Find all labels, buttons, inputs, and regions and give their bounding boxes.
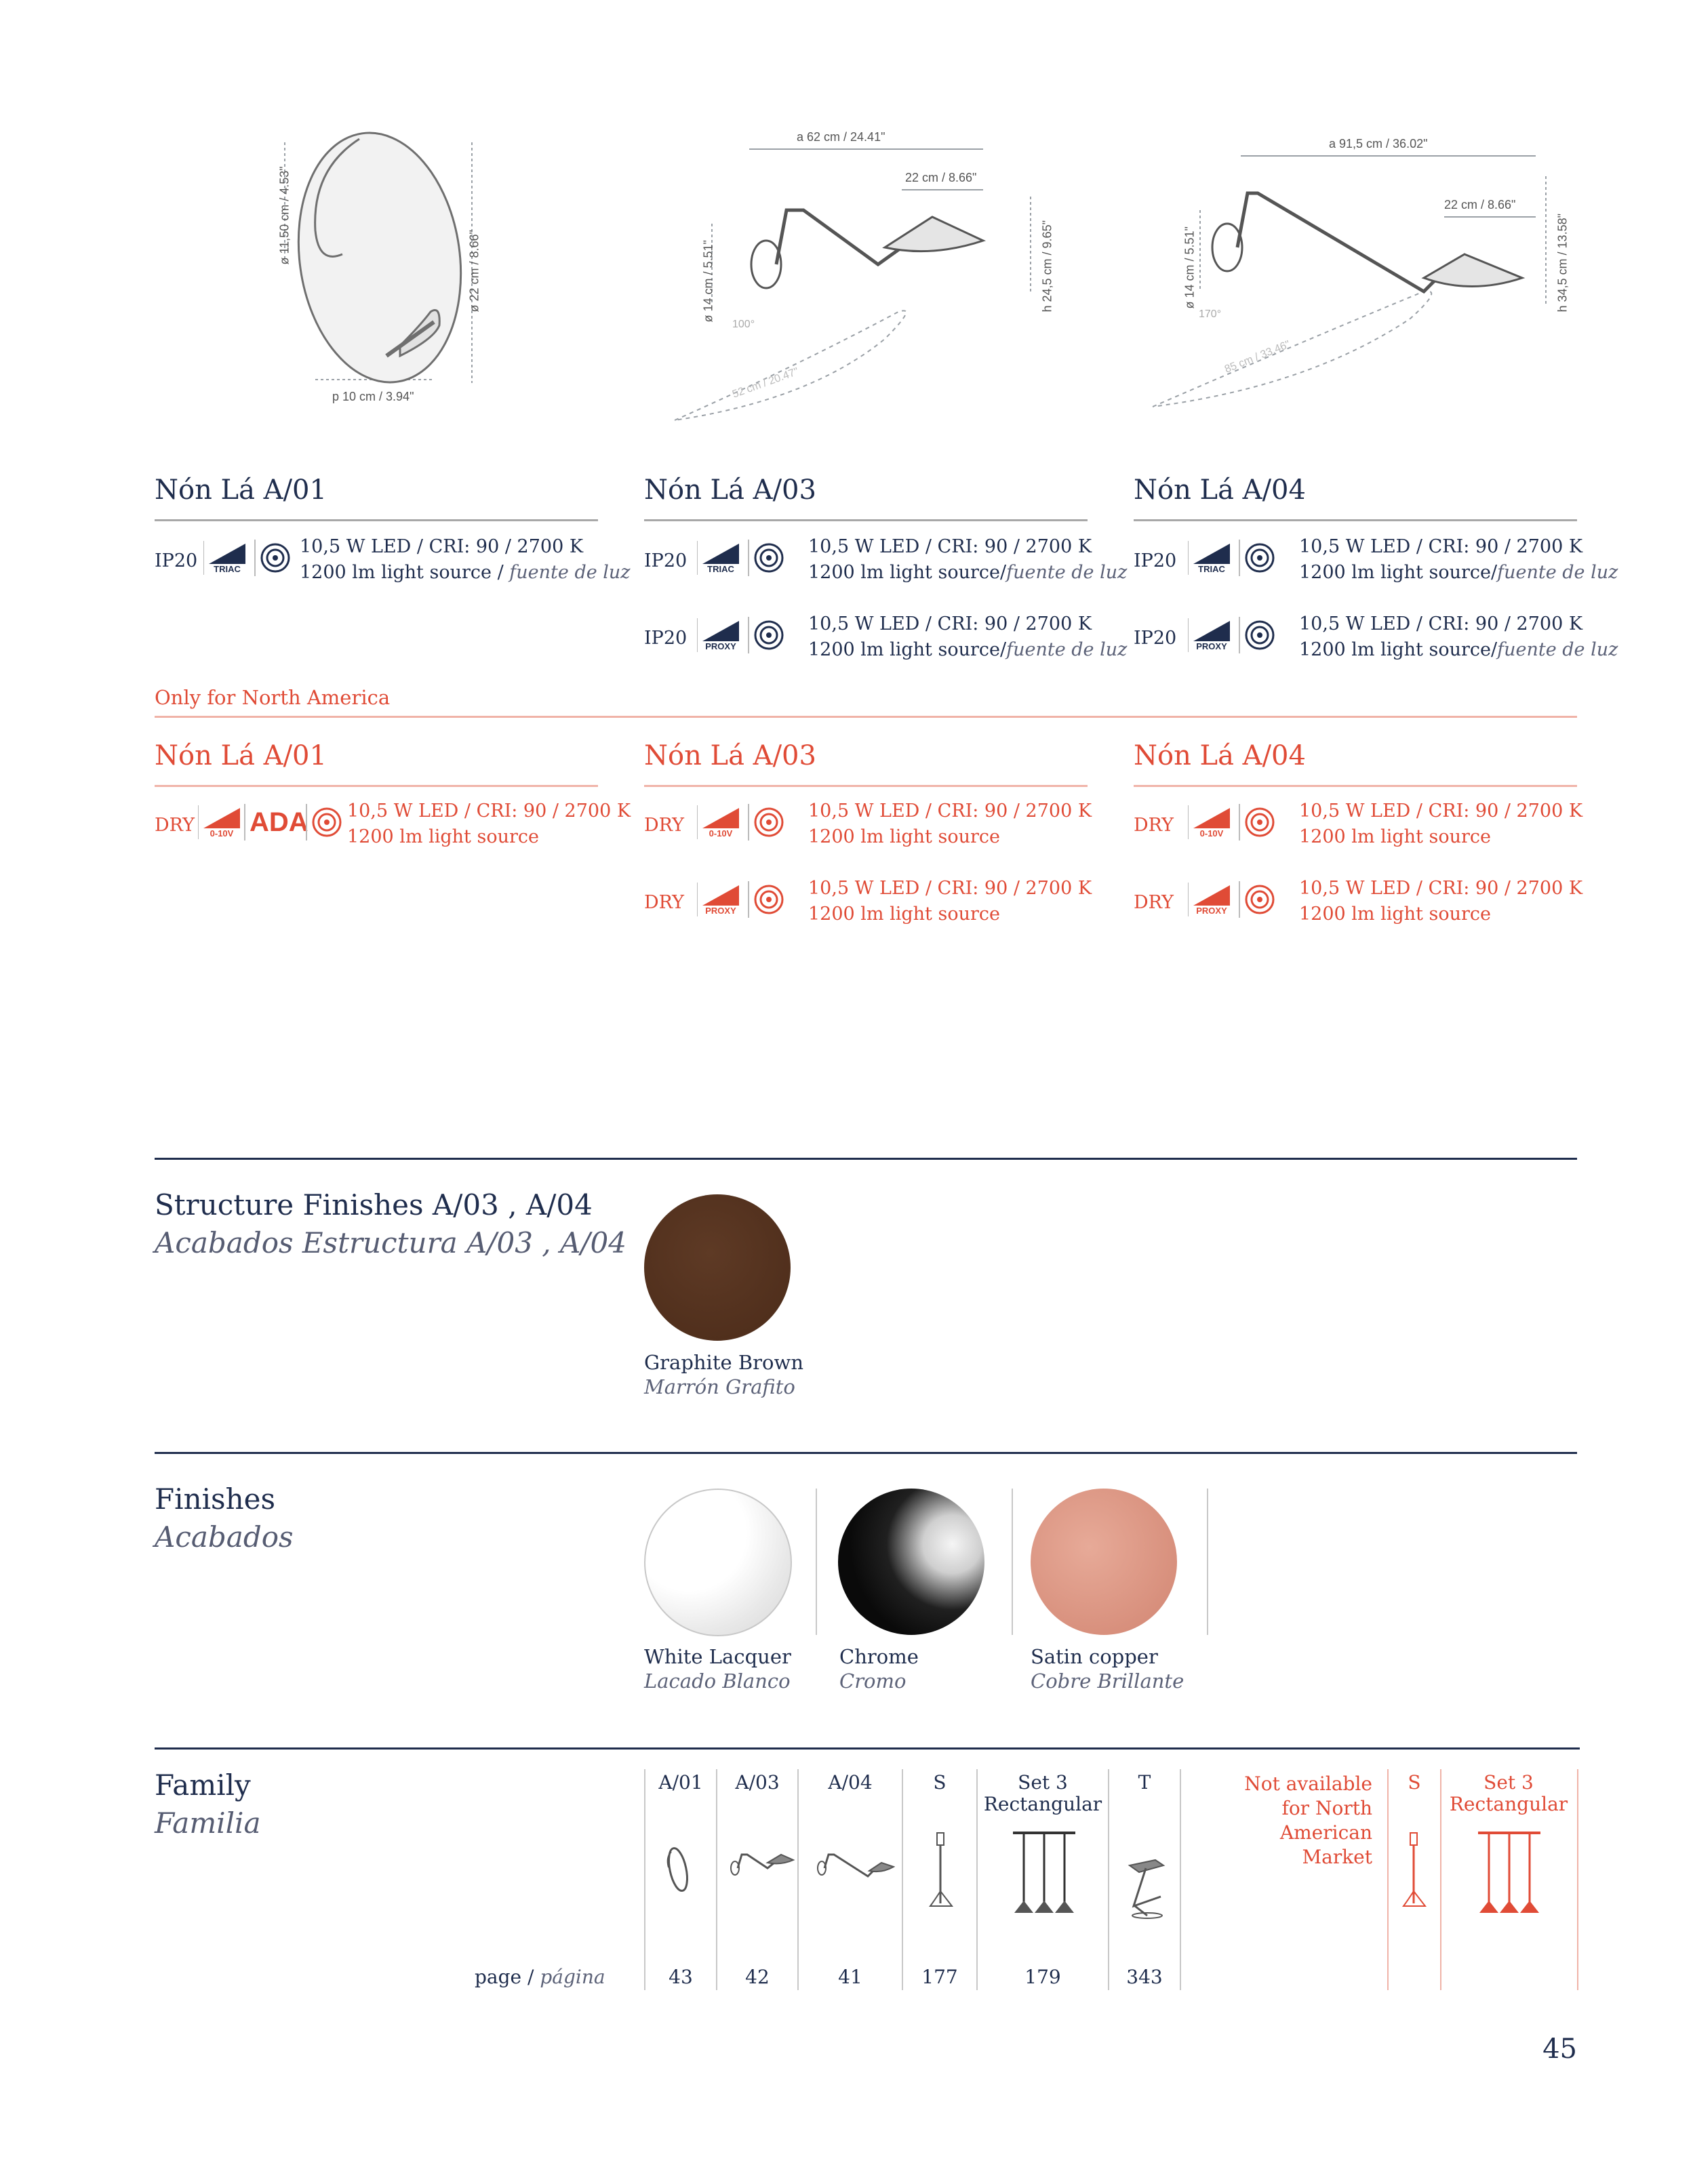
family-item-code: A/04: [828, 1771, 873, 1794]
spec-line-2: 1200 lm light source/fuente de luz: [808, 639, 1128, 660]
ada-icon: [244, 804, 308, 841]
spec-line-1: 10,5 W LED / CRI: 90 / 2700 K: [808, 536, 1092, 557]
family-item-code: Set 3 Rectangular: [983, 1771, 1102, 1815]
ip-rating: IP20: [1134, 550, 1177, 571]
family-item-page: 343: [1126, 1966, 1163, 1988]
led-icon: [1237, 881, 1277, 918]
model-title: Nón Lá A/04: [1134, 474, 1306, 506]
spec-line-2: 1200 lm light source: [1299, 826, 1491, 847]
triac-icon: [203, 541, 251, 575]
family-item-page: 41: [838, 1966, 862, 1988]
floor-lamp-set3-icon: [1475, 1830, 1543, 1918]
dimmer-0-10v-icon: [198, 805, 245, 839]
triac-icon: [1188, 541, 1235, 575]
section-title-es: Acabados: [155, 1520, 294, 1554]
ada-label: ADA: [250, 807, 308, 837]
divider: [716, 1769, 717, 1990]
swatch-white-lacquer: [644, 1489, 792, 1636]
led-icon: [746, 881, 786, 918]
family-item-page: 42: [745, 1966, 770, 1988]
dry-rating: DRY: [644, 892, 684, 913]
svg-text:PROXY: PROXY: [1196, 641, 1227, 651]
ip-rating: IP20: [155, 550, 198, 571]
spec-line-2: 1200 lm light source / fuente de luz: [300, 562, 631, 583]
proxy-icon: [697, 618, 744, 652]
family-item-code: T: [1138, 1771, 1151, 1794]
spec-line-2: 1200 lm light source: [347, 826, 539, 847]
family-item-page: 177: [921, 1966, 958, 1988]
swatch-label: White Lacquer Lacado Blanco: [644, 1645, 791, 1693]
dim-diameter-small: ø 11,50 cm / 4.53": [277, 166, 292, 265]
floor-lamp-set3-icon: [1010, 1830, 1078, 1918]
floor-lamp-s-icon: [928, 1830, 955, 1912]
svg-text:PROXY: PROXY: [705, 641, 736, 651]
dim-shade: 22 cm / 8.66": [1444, 198, 1516, 211]
svg-text:PROXY: PROXY: [1196, 906, 1227, 916]
led-icon: [304, 804, 344, 841]
divider: [976, 1769, 978, 1990]
drawing-a04: [1139, 122, 1600, 420]
led-icon: [1237, 804, 1277, 841]
model-title: Nón Lá A/04: [1134, 740, 1306, 771]
not-available-note: Not available for North American Market: [1244, 1773, 1372, 1868]
divider: [1180, 1769, 1181, 1990]
family-item-code: S: [1408, 1771, 1421, 1794]
divider: [1134, 785, 1577, 787]
divider: [155, 716, 1577, 718]
led-icon: [746, 804, 786, 841]
spec-line-1: 10,5 W LED / CRI: 90 / 2700 K: [808, 801, 1092, 822]
divider: [1440, 1769, 1441, 1990]
triac-icon: [697, 541, 744, 575]
section-title-en: Family: [155, 1768, 251, 1802]
dim-height: h 24,5 cm / 9.65": [1040, 220, 1054, 312]
dim-angle: 100°: [732, 319, 755, 330]
model-title: Nón Lá A/01: [155, 474, 327, 506]
finishes-title: [155, 1480, 294, 1556]
spec-line-1: 10,5 W LED / CRI: 90 / 2700 K: [1299, 801, 1582, 822]
north-america-label: Only for North America: [155, 686, 391, 709]
drawing-a03: [661, 122, 1068, 434]
structure-finishes-title: [155, 1186, 626, 1262]
section-title-es: Familia: [155, 1806, 261, 1840]
spec-line-2: 1200 lm light source/fuente de luz: [808, 562, 1128, 583]
dim-base: ø 14 cm / 5.51": [701, 240, 715, 323]
floor-lamp-s-icon: [1401, 1830, 1428, 1912]
dry-rating: DRY: [1134, 892, 1174, 913]
family-item-code: Set 3 Rectangular: [1449, 1771, 1568, 1815]
family-title: [155, 1766, 261, 1842]
dimmer-0-10v-icon: [697, 805, 744, 839]
swatch-graphite-brown: [644, 1194, 791, 1341]
dim-shade: 22 cm / 8.66": [905, 171, 977, 184]
divider: [155, 1747, 1580, 1750]
spec-line-2: 1200 lm light source/fuente de luz: [1299, 562, 1618, 583]
ip-rating: IP20: [644, 628, 688, 649]
swatch-label: Graphite Brown Marrón Grafito: [644, 1351, 804, 1398]
section-title-en: Structure Finishes A/03 , A/04: [155, 1188, 593, 1221]
dim-width: a 91,5 cm / 36.02": [1329, 137, 1428, 150]
family-item-code: A/03: [735, 1771, 780, 1794]
divider: [1134, 519, 1577, 521]
wall-lamp-a01-icon: [663, 1844, 697, 1898]
divider: [644, 785, 1088, 787]
spec-line-2: 1200 lm light source: [808, 826, 1000, 847]
ip-rating: IP20: [1134, 628, 1177, 649]
divider: [155, 519, 598, 521]
family-item-page: 179: [1024, 1966, 1061, 1988]
led-icon: [1237, 540, 1277, 576]
family-item-page: 43: [669, 1966, 693, 1988]
wall-lamp-a03-icon: [727, 1848, 795, 1882]
dry-rating: DRY: [644, 815, 684, 836]
spec-line-2: 1200 lm light source: [1299, 904, 1491, 925]
divider: [902, 1769, 903, 1990]
dim-diameter-large: ø 22 cm / 8.66": [467, 230, 481, 312]
led-icon: [252, 540, 293, 576]
led-icon: [746, 540, 786, 576]
svg-text:TRIAC: TRIAC: [707, 564, 734, 574]
spec-line-1: 10,5 W LED / CRI: 90 / 2700 K: [808, 613, 1092, 634]
dim-height: h 34,5 cm / 13.58": [1555, 214, 1570, 312]
section-title-es: Acabados Estructura A/03 , A/04: [155, 1226, 626, 1259]
spec-line-1: 10,5 W LED / CRI: 90 / 2700 K: [347, 801, 631, 822]
divider: [797, 1769, 799, 1990]
divider: [644, 519, 1088, 521]
svg-text:0-10V: 0-10V: [709, 828, 733, 838]
dry-rating: DRY: [1134, 815, 1174, 836]
swatch-chrome: [838, 1489, 984, 1635]
led-icon: [1237, 617, 1277, 653]
dry-rating: DRY: [155, 815, 195, 836]
swatch-label: Satin copper Cobre Brillante: [1031, 1645, 1184, 1693]
svg-text:PROXY: PROXY: [705, 906, 736, 916]
dim-reach: 85 cm / 33.46": [1222, 338, 1292, 376]
divider: [1207, 1489, 1208, 1635]
svg-text:0-10V: 0-10V: [1199, 828, 1224, 838]
svg-text:TRIAC: TRIAC: [214, 564, 241, 574]
divider: [155, 1158, 1577, 1160]
dim-angle: 170°: [1199, 308, 1222, 320]
section-title-en: Finishes: [155, 1482, 276, 1516]
family-item-code: S: [933, 1771, 947, 1794]
divider: [1387, 1769, 1389, 1990]
dim-depth: p 10 cm / 3.94": [332, 390, 414, 403]
proxy-icon: [1188, 883, 1235, 916]
family-item-code: A/01: [658, 1771, 703, 1794]
page-number: 45: [1542, 2034, 1577, 2065]
spec-line-2: 1200 lm light source: [808, 904, 1000, 925]
dim-reach: 52 cm / 20.47": [730, 365, 801, 401]
led-icon: [746, 617, 786, 653]
model-title: Nón Lá A/03: [644, 740, 816, 771]
divider: [1012, 1489, 1013, 1635]
ip-rating: IP20: [644, 550, 688, 571]
divider: [1108, 1769, 1109, 1990]
dimmer-0-10v-icon: [1188, 805, 1235, 839]
divider: [816, 1489, 817, 1635]
swatch-label: Chrome Cromo: [839, 1645, 919, 1693]
divider: [1577, 1769, 1578, 1990]
spec-line-1: 10,5 W LED / CRI: 90 / 2700 K: [808, 878, 1092, 899]
proxy-icon: [1188, 618, 1235, 652]
divider: [155, 1452, 1577, 1454]
dim-width: a 62 cm / 24.41": [797, 130, 885, 144]
dim-base: ø 14 cm / 5.51": [1182, 226, 1197, 309]
table-lamp-t-icon: [1126, 1859, 1166, 1920]
spec-line-1: 10,5 W LED / CRI: 90 / 2700 K: [1299, 536, 1582, 557]
spec-line-1: 10,5 W LED / CRI: 90 / 2700 K: [300, 536, 583, 557]
drawing-a01: [251, 122, 509, 420]
svg-text:0-10V: 0-10V: [210, 828, 234, 838]
page-label: page / página: [475, 1966, 605, 1988]
wall-lamp-a04-icon: [814, 1848, 895, 1888]
spec-line-1: 10,5 W LED / CRI: 90 / 2700 K: [1299, 613, 1582, 634]
spec-line-2: 1200 lm light source/fuente de luz: [1299, 639, 1618, 660]
proxy-icon: [697, 883, 744, 916]
divider: [155, 785, 598, 787]
swatch-satin-copper: [1031, 1489, 1177, 1635]
svg-text:TRIAC: TRIAC: [1198, 564, 1225, 574]
model-title: Nón Lá A/01: [155, 740, 327, 771]
spec-line-1: 10,5 W LED / CRI: 90 / 2700 K: [1299, 878, 1582, 899]
divider: [644, 1769, 645, 1990]
model-title: Nón Lá A/03: [644, 474, 816, 506]
